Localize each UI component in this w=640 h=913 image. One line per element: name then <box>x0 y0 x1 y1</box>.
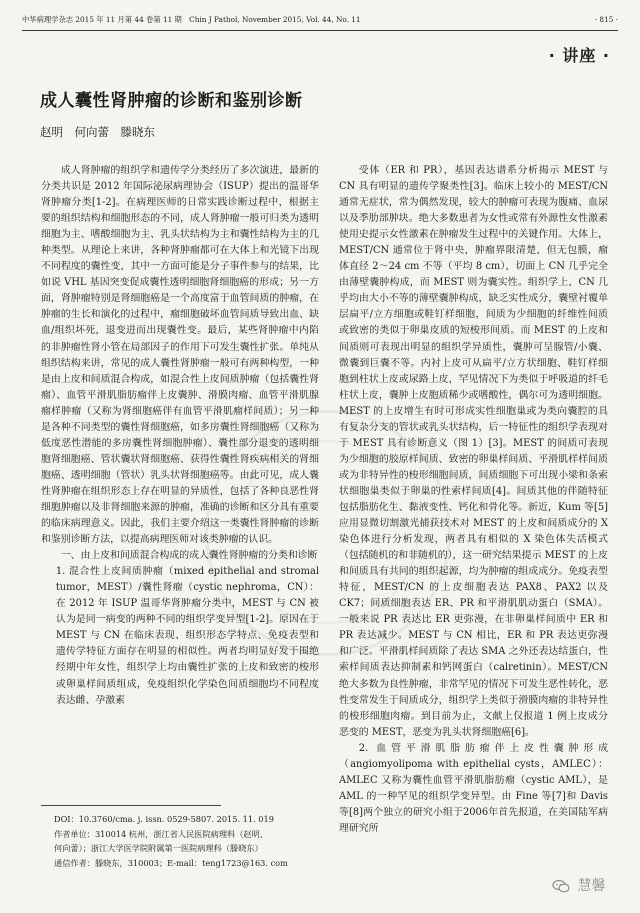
footnote-line: 作者单位：310014 杭州，浙江省人民医院病理科（赵明、 <box>54 828 268 839</box>
left-column <box>41 163 319 795</box>
footnote-line: DOI：10.3760/cma. j. issn. 0529-5807. 2015. 11. 019 <box>54 814 274 824</box>
watermark-text: 慧馨 <box>577 878 606 894</box>
chat-bubble-icon <box>552 879 570 893</box>
paragraph: 一、由上皮和间质混合构成的成人囊性肾肿瘤的分类和诊断 <box>60 550 318 562</box>
paragraph: 受体（ER 和 PR），基因表达谱系分析揭示 MEST 与 CN 具有明显的遗传学聚类性[3]。临床上较小的 MEST/CN 通常无症状，常为偶然发现，较大的肿瘤可表现为腹痛、血尿以及季肋部肿块。绝大多数患者为女性或常有外源性女性激素使用史提示女性激素在肿瘤发生过程中的关键作用。大体上，MEST/CN 通常位于肾中央，肿瘤界限清楚，但无包膜，瘤体直径 2～24 cm 不等（平均 8 cm），切面上 CN 几乎完全由薄壁囊肿构成，而 MEST 则为囊实性。组织学上，CN 几乎均由大小不等的薄壁囊肿构成，缺乏实性成分，囊壁衬覆单层扁平/立方细胞或鞋钉样细胞，间质为少细胞的纤维性间质或致密的类似于卵巢皮质的短梭形间质。而 MEST 的上皮和间质则可表现出明显的组织学异质性，囊肿可呈腺管/小囊、微囊到巨囊不等。内衬上皮可从扁平/立方状细胞、鞋钉样细胞到柱状上皮或尿路上皮，罕见情况下为类似于呼吸道的纤毛柱状上皮，囊肿上皮胞质稀少或嗜酸性，偶尔可为透明细胞。MEST 的上皮增生有时可形成实性细胞巢或为类向囊腔的具有复杂分支的管状或乳头状结构，后一特征性的组织学表现对于 MEST 具有诊断意义（图 1）[3]。MEST 的间质可表现为少细胞的胶原样间质、致密的卵巢样间质、平滑肌样样间质或为非特异性的梭形细胞间质，间质细胞下可出现小梁和条索状细胞巢类似于卵巢的性索样间质[4]。间质其他的伴随特征包括脂肪化生、黏液变性、钙化和骨化等。新近，Kum 等[5]应用显微切割激光捕获技术对 MEST 的上皮和间质成分的 X 染色体进行分析发现，两者具有相似的 X 染色体失活模式（包括随机的和非随机的），这一研究结果提示 MEST 的上皮和间质具有共同的组织起源，均为肿瘤的组成成分。免疫表型特征，MEST/CN 的上皮细胞表达 PAX8、PAX2 以及 CK7；间质细胞表达 ER、PR 和平滑肌肌动蛋白（SMA）。一般来说 PR 表达比 ER 更弥漫，在非卵巢样间质中 ER 和 PR 表达减少。MEST 与 CN 相比，ER 和 PR 表达更弥漫和广泛。平滑肌样间质除了表达 SMA 之外还表达结蛋白，性索样间质表达抑制素和钙网蛋白（calretinin）。MEST/CN 绝大多数为良性肿瘤，非常罕见的情况下可发生恶性转化，恶性变常发生于间质成分，组织学上类似于滑膜肉瘤的非特异性的梭形细胞肉瘤。到目前为止，文献上仅报道 1 例上皮成分恶变的 MEST，恶变为乳头状肾细胞癌[6]。 <box>339 165 608 738</box>
page-number: · 815 · <box>594 15 618 24</box>
section-label: · 讲座 · <box>548 46 610 65</box>
right-column <box>339 163 608 905</box>
author-list: 赵明 何向蕾 滕晓东 <box>40 125 155 139</box>
paragraph: 成人肾肿瘤的组织学和遗传学分类经历了多次演进，最新的分类共识是 2012 年国际泌尿病理协会（ISUP）提出的温哥华肾肿瘤分类[1-2]。在病理医师的日常实践诊断过程中，根据主要的组织结构和细胞形态的不同，成人肾肿瘤一般可归类为透明细胞为主、嗜酸细胞为主、乳头状结构为主和囊性结构为主的几种类型。从理论上来讲，各种肾肿瘤都可在大体上和光镜下出现不同程度的囊性变，其中一方面可能是分子事件参与的结果，比如说 VHL 基因突变促成囊性透明细胞肾细胞癌的形成；另一方面，肾肿瘤特别是肾细胞癌是一个高度富于血管间质的肿瘤，在肿瘤的生长和演化的过程中，瘤细胞破坏血管间质导致出血、缺血/组织坏死，退变进而出现囊性变。最后，某些肾肿瘤中内陷的非肿瘤性肾小管在局部因子的作用下可发生囊性扩张。单纯从组织结构来讲，常见的成人囊性肾肿瘤一般可有两种构型，一种是由上皮和间质混合构成，如混合性上皮间质肿瘤（包括囊性肾瘤）、血管平滑肌脂肪瘤伴上皮囊肿、滑膜肉瘤、血管平滑肌腺瘤样肿瘤（又称为肾细胞癌伴有血管平滑肌瘤样间质）；另一种是各种不同类型的囊性肾细胞癌，如多房囊性肾细胞癌（又称为低度恶性潜能的多房囊性肾细胞肿瘤）、囊性部分退变的透明细胞肾细胞癌、管状囊状肾细胞癌、获得性囊性肾疾病相关的肾细胞癌、透明细胞（管状）乳头状肾细胞癌等。由此可见，成人囊性肾肿瘤在组织形态上存在明显的异质性，包括了各种良恶性肾细胞肿瘤以及非肾细胞来源的肿瘤，准确的诊断和区分具有重要的临床病理意义。因此，我们主要介绍这一类囊性肾肿瘤的诊断和鉴别诊断方法，以提高病理医师对该类肿瘤的认识。 <box>41 165 319 546</box>
footnote-line: 通信作者：滕晓东，310003；E-mail：teng1723@163. com <box>54 858 288 869</box>
journal-citation: 中华病理学杂志 2015 年 11 月第 44 卷第 11 期 Chin J Pathol, November 2015, Vol. 44, No. 11 <box>22 15 361 24</box>
footnote-rule <box>41 805 221 806</box>
article-title: 成人囊性肾肿瘤的诊断和鉴别诊断 <box>40 91 303 111</box>
footnote-line: 何向蕾）；浙江大学医学院附属第一医院病理科（滕晓东） <box>54 843 263 854</box>
paragraph: 1. 混合性上皮间质肿瘤（mixed epithelial and stromal tumor，MEST）/囊性肾瘤（cystic nephroma，CN）：在 2012 年 ISUP 温哥华肾肿瘤分类中，MEST 与 CN 被认为是同一病变的两种不同的组织学变异型[1-2]。原因在于 MEST 与 CN 在临床表现、组织形态学特点、免疫表型和遗传学特征方面存在明显的相似性。两者均明显好发于围绝经期中年女性，组织学上均由囊性扩张的上皮和致密的梭形或卵巢样间质组成，免疫组织化学染色间质细胞均不同程度表达雌、孕激素 <box>55 566 319 706</box>
paragraph: 2. 血管平滑肌脂肪瘤伴上皮性囊肿形成（angiomyolipoma with epithelial cysts，AMLEC）：AMLEC 又称为囊性血管平滑肌脂肪瘤（cystic AML），是 AML 的一种罕见的组织学变异型。由 Fine 等[7]和 Davis 等[8]两个独立的研究小组于2006年首先报道，在美国陆军病理研究所 <box>339 742 608 834</box>
wechat-watermark <box>552 875 605 895</box>
header-rule <box>22 30 618 31</box>
running-header <box>22 13 618 27</box>
footnotes <box>54 812 319 871</box>
